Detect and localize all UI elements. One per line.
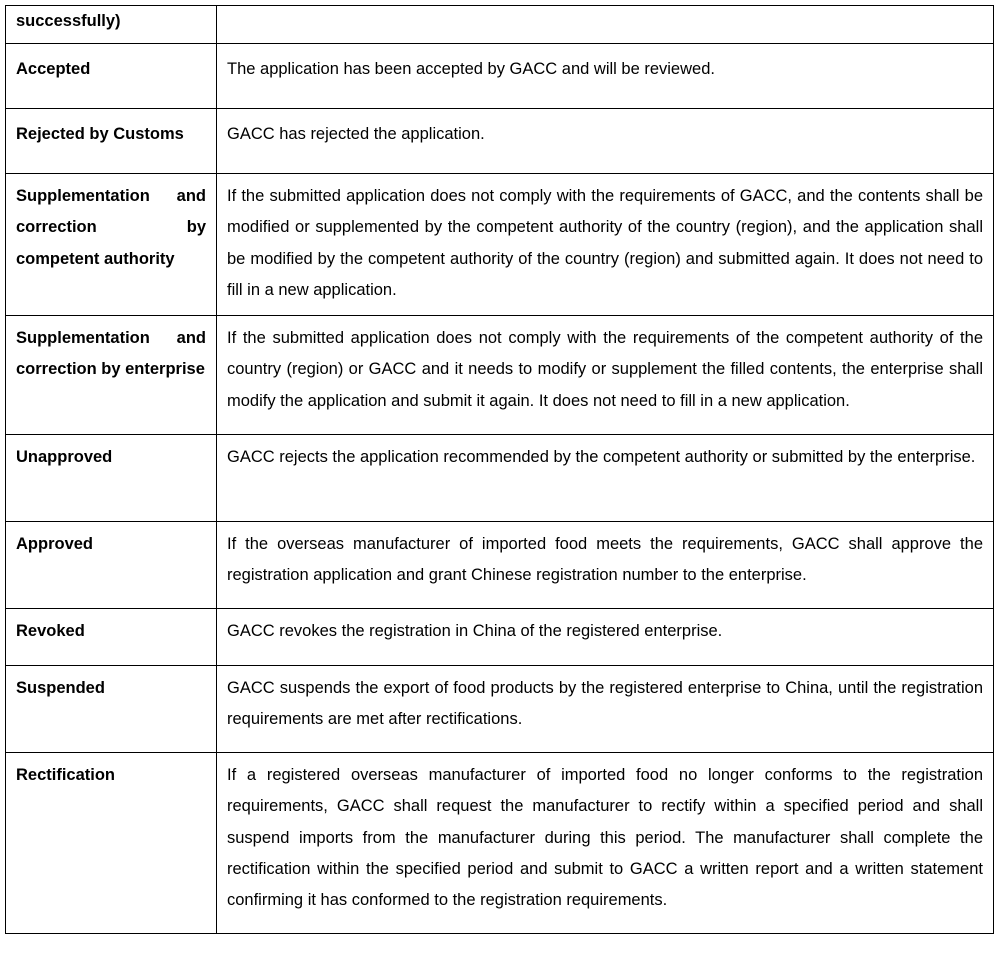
table-row bbox=[6, 609, 994, 666]
status-description: If the submitted application does not comply with the requirements of GACC, and the contents shall be modified or supplemented by the competent authority of the country (region), and the application shall be modified by the competent authority of the country (region) and submitted again. It does not need to fill in a new application. bbox=[217, 174, 994, 316]
status-description bbox=[217, 6, 994, 44]
status-description: If the submitted application does not comply with the requirements of the competent authority of the country (region) or GACC and it needs to modify or supplement the filled contents, the enterprise shall modify the application and submit it again. It does not need to fill in a new application. bbox=[217, 316, 994, 435]
status-description: GACC has rejected the application. bbox=[217, 109, 994, 174]
status-term: Rejected by Customs bbox=[6, 109, 217, 174]
table-row bbox=[6, 6, 994, 44]
table-row bbox=[6, 174, 994, 316]
status-term: Suspended bbox=[6, 666, 217, 753]
table-row bbox=[6, 44, 994, 109]
status-term: Accepted bbox=[6, 44, 217, 109]
status-description: The application has been accepted by GACC and will be reviewed. bbox=[217, 44, 994, 109]
status-term: Rectification bbox=[6, 753, 217, 934]
status-description: GACC suspends the export of food products by the registered enterprise to China, until the registration requirements are met after rectifications. bbox=[217, 666, 994, 753]
status-term: Supplementation and correction by competent authority bbox=[6, 174, 217, 316]
table-row bbox=[6, 753, 994, 934]
status-definition-table bbox=[5, 5, 994, 934]
status-term: successfully) bbox=[6, 6, 217, 44]
table-row bbox=[6, 666, 994, 753]
table-row bbox=[6, 522, 994, 609]
status-description: If a registered overseas manufacturer of imported food no longer conforms to the registration requirements, GACC shall request the manufacturer to rectify within a specified period and shall suspend imports from the manufacturer during this period. The manufacturer shall complete the rectification within the specified period and submit to GACC a written report and a written statement confirming it has conformed to the registration requirements. bbox=[217, 753, 994, 934]
status-description: If the overseas manufacturer of imported food meets the requirements, GACC shall approve the registration application and grant Chinese registration number to the enterprise. bbox=[217, 522, 994, 609]
status-term: Approved bbox=[6, 522, 217, 609]
table-row bbox=[6, 316, 994, 435]
table-row bbox=[6, 435, 994, 522]
status-term: Unapproved bbox=[6, 435, 217, 522]
status-term: Revoked bbox=[6, 609, 217, 666]
status-description: GACC revokes the registration in China of the registered enterprise. bbox=[217, 609, 994, 666]
status-term: Supplementation and correction by enterprise bbox=[6, 316, 217, 435]
status-definition-table-container bbox=[5, 5, 993, 934]
table-row bbox=[6, 109, 994, 174]
status-description: GACC rejects the application recommended by the competent authority or submitted by the enterprise. bbox=[217, 435, 994, 522]
